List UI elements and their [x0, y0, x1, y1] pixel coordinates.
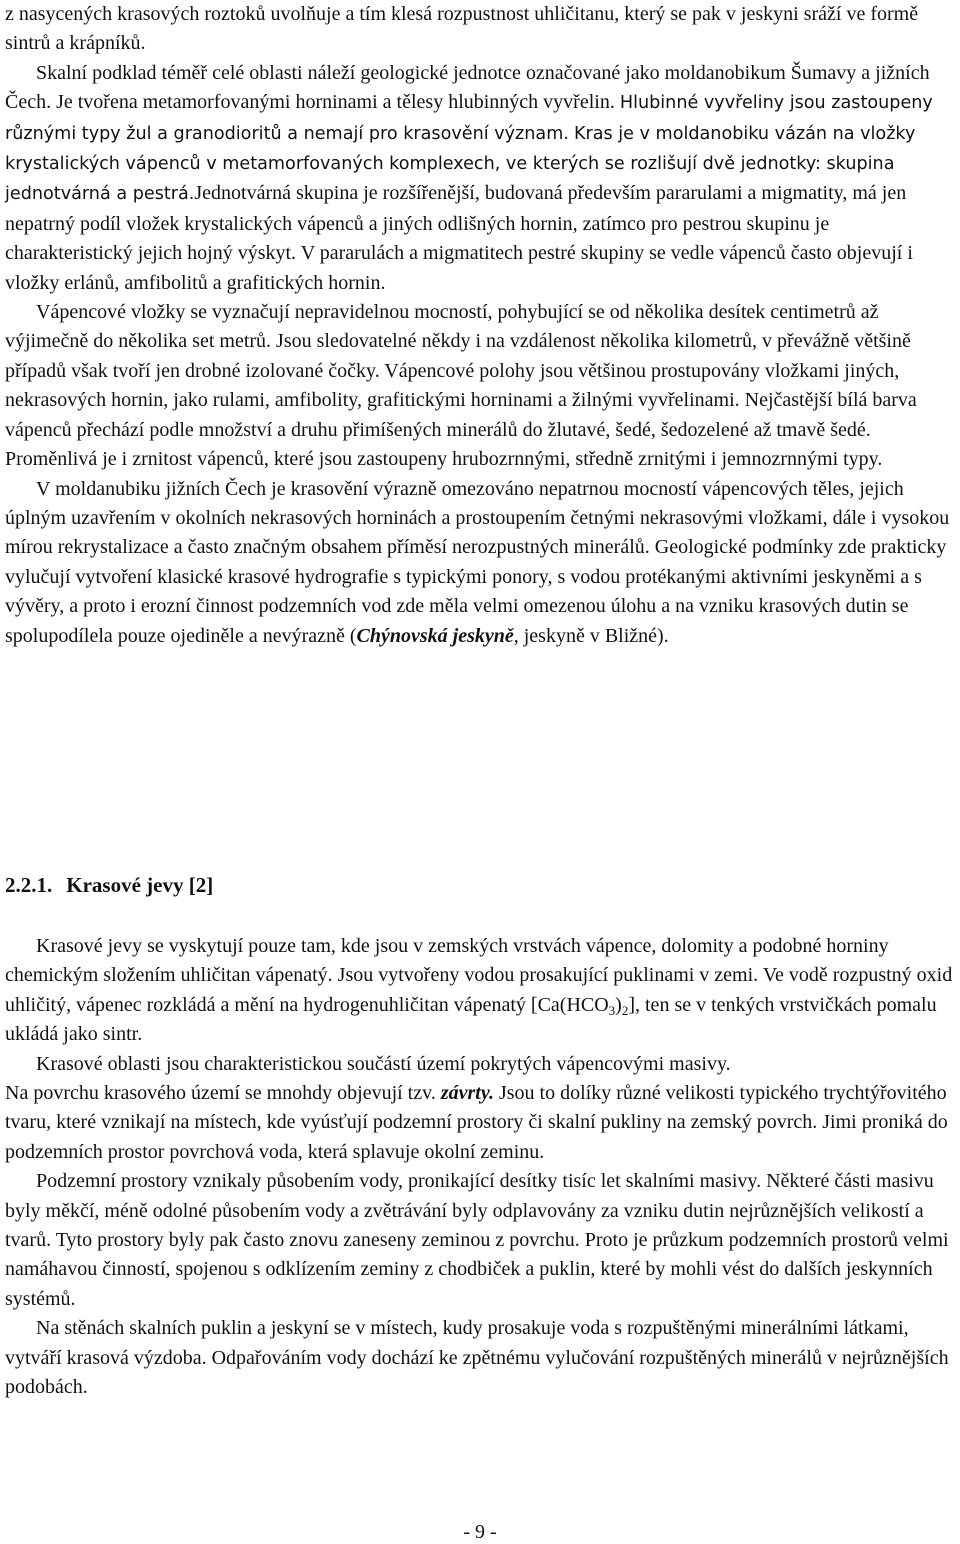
karst-phenomena-end: ], ten se v tenkých vrstvičkách pomalu ukládá jako sintr. [5, 993, 937, 1046]
section-title: Krasové jevy [2] [66, 873, 214, 897]
paragraph-intro-f: V pararulách a migmatitech pestré skupiny se vedle vápenců často objevují i vložky erlánů, amfibolitů a grafitických hornin. [5, 242, 913, 294]
paragraph-underground-spaces: Podzemní prostory vznikaly působením vody, pronikající desítky tisíc let skalními masivy. Některé části masivu byly měkčí, méně odolné působením vody a zvětrávání byly odplavovány za vzniku dutin nejrůznějších velikostí a tvarů. Tyto prostory byly pak často znovu zaneseny zeminou z povrchu. Proto je průzkum podzemních prostorů velmi namáhavou činností, spojenou s odklízením zeminy z chodbiček a puklin, které by mohli vést do dalších jeskynních systémů. [5, 1170, 949, 1310]
karst-phenomena-text: Krasové jevy se vyskytují pouze tam, kde jsou v zemských vrstvách vápence, dolomity a podobné horniny chemickým složením uhličitan vápenatý. Jsou vytvořeny vodou prosakující puklinami v zemi. Ve vodě rozpustný oxid uhličitý, vápenec rozkládá a mění na hydrogenuhličitan vápenatý [Ca(HCO [5, 935, 953, 1016]
document-page [5, 0, 955, 651]
paragraph-moldanubicum-end: , jeskyně v Bližné). [513, 624, 669, 647]
paragraph-intro-d: Kras je v moldanobiku vázán na vložky krystalických vápenců v metamorfovaných komplexech, ve kterých se rozlišují dvě jednotky: skupina jednotvárná a pestrá. [5, 123, 916, 205]
paragraph-moldanubicum-karst [5, 475, 955, 651]
formula-bracket: ) [615, 993, 622, 1016]
cave-name-emphasis: Chýnovská jeskyně [356, 624, 514, 647]
paragraph-intro-a: z nasycených krasových roztoků uvolňuje a tím klesá rozpustnost uhličitanu, který se pak v jeskyni sráží ve formě sintrů a krápníků. [5, 3, 919, 55]
sinkhole-term-emphasis: závrty. [440, 1082, 494, 1105]
paragraph-karst-phenomena [5, 932, 955, 1050]
section-heading [5, 872, 213, 898]
paragraph-karst-decoration: Na stěnách skalních puklin a jeskyní se v místech, kudy prosakuje voda s rozpuštěnými minerálními látkami, vytváří krasová výzdoba. Odpařováním vody dochází ke zpětnému vylučování rozpuštěných minerálů v nejrůznějších podobách. [5, 1317, 949, 1399]
page-number: - 9 - [463, 1521, 497, 1543]
paragraph-intro-c: Hlubinné vyvřeliny jsou zastoupeny různými typy žul a granodioritů a nemají pro krasovění význam. [5, 93, 933, 144]
formula-subscript-3: 3 [608, 1002, 616, 1018]
formula-subscript-2: 2 [621, 1002, 629, 1018]
section-number: 2.2.1. [5, 873, 53, 897]
karst-areas-end: Jsou to dolíky různé velikosti typického trychtýřovitého tvaru, které vznikají na místech, kde vyúsťují podzemní prostory či skalní pukliny na zemský povrch. Jimi proniká do podzemních prostor povrchová voda, která splavuje okolní zeminu. [5, 1082, 948, 1163]
paragraph-limestone-layers: Vápencové vložky se vyznačují nepravidelnou mocností, pohybující se od několika desítek centimetrů až výjimečně do několika set metrů. Jsou sledovatelné někdy i na vzdálenost několika kilometrů, v převážně většině případů však tvoří jen drobné izolované čočky. Vápencové polohy jsou většinou prostupovány vložkami jiných, nekrasových hornin, jako rulami, amfibolity, grafitickými horninami a žilnými vyvřelinami. Nejčastější bílá barva vápenců přechází podle množství a druhu přimíšených minerálů do žlutavé, šedé, šedozelené až tmavě šedé. Proměnlivá je i zrnitost vápenců, které jsou zastoupeny hrubozrnnými, středně zrnitými i jemnozrnnými typy. [5, 301, 917, 471]
paragraph-karst-areas [5, 1050, 955, 1168]
paragraph-intro-b: Skalní podklad téměř celé oblasti náleží geologické jednotce označované jako moldanobikum Šumavy a jižních Čech. Je tvořena metamorfovanými horninami a tělesy hlubinných vyvřelin. [5, 61, 930, 114]
karst-areas-text: Na povrchu krasového území se mnohdy objevují tzv. [5, 1082, 441, 1105]
section-body [5, 932, 955, 1403]
karst-areas-line1: Krasové oblasti jsou charakteristickou součástí území pokrytých vápencovými masivy. [36, 1052, 731, 1075]
paragraph-intro [5, 0, 955, 298]
paragraph-intro-e: Jednotvárná skupina je rozšířenější, budovaná především pararulami a migmatity, má jen nepatrný podíl vložek krystalických vápenců a jiných odlišných hornin, zatímco pro pestrou skupinu je charakteristický jejich hojný výskyt. [5, 182, 907, 265]
paragraph-moldanubicum-text: V moldanubiku jižních Čech je krasovění výrazně omezováno nepatrnou mocností vápencových těles, jejich úplným uzavřením v okolních nekrasových horninách a prostoupením četnými nekrasovými vložkami, dále i vysokou mírou rekrystalizace a často značným obsahem příměsí nerozpustných minerálů. Geologické podmínky zde prakticky vylučují vytvoření klasické krasové hydrografie s typickými ponory, s vodou protékanými aktivními jeskyněmi a s vývěry, a proto i erozní činnost podzemních vod zde měla velmi omezenou úlohu a na vzniku krasových dutin se spolupodílela pouze ojediněle a nevýrazně ( [5, 477, 950, 647]
